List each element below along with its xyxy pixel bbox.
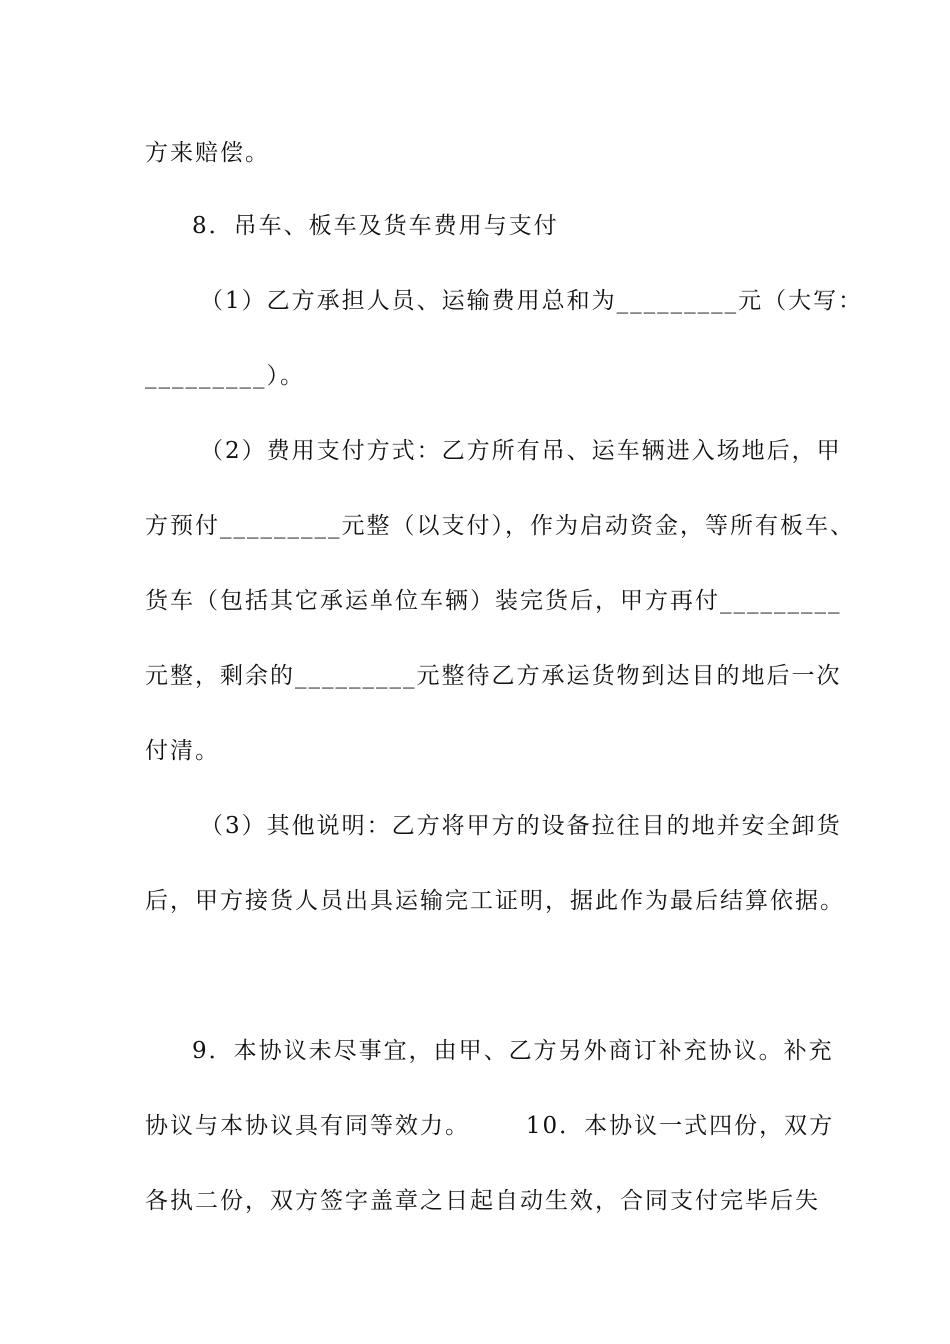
section-heading: 8．吊车、板车及货车费用与支付 <box>192 213 559 239</box>
text-line: 付清。 <box>145 738 220 764</box>
text-line: 货车（包括其它承运单位车辆）装完货后，甲方再付_________ <box>145 588 842 614</box>
text-line: （3）其他说明：乙方将甲方的设备拉往目的地并安全卸货 <box>200 813 842 839</box>
text-line: 元整，剩余的_________元整待乙方承运货物到达目的地后一次 <box>145 663 842 689</box>
text-line: 各执二份，双方签字盖章之日起自动生效，合同支付完毕后失 <box>145 1188 820 1214</box>
text-line: （1）乙方承担人员、运输费用总和为_________元（大写： <box>200 288 864 314</box>
text-line: 方预付_________元整（以支付），作为启动资金，等所有板车、 <box>145 513 855 539</box>
text-line: _________）。 <box>145 363 305 389</box>
text-line: （2）费用支付方式：乙方所有吊、运车辆进入场地后，甲 <box>200 438 842 464</box>
text-line: 后，甲方接货人员出具运输完工证明，据此作为最后结算依据。 <box>145 888 845 914</box>
text-line: 方来赔偿。 <box>145 140 270 166</box>
section-heading: 9．本协议未尽事宜，由甲、乙方另外商订补充协议。补充 <box>192 1038 834 1064</box>
text-line: 协议与本协议具有同等效力。 10．本协议一式四份，双方 <box>145 1113 835 1139</box>
